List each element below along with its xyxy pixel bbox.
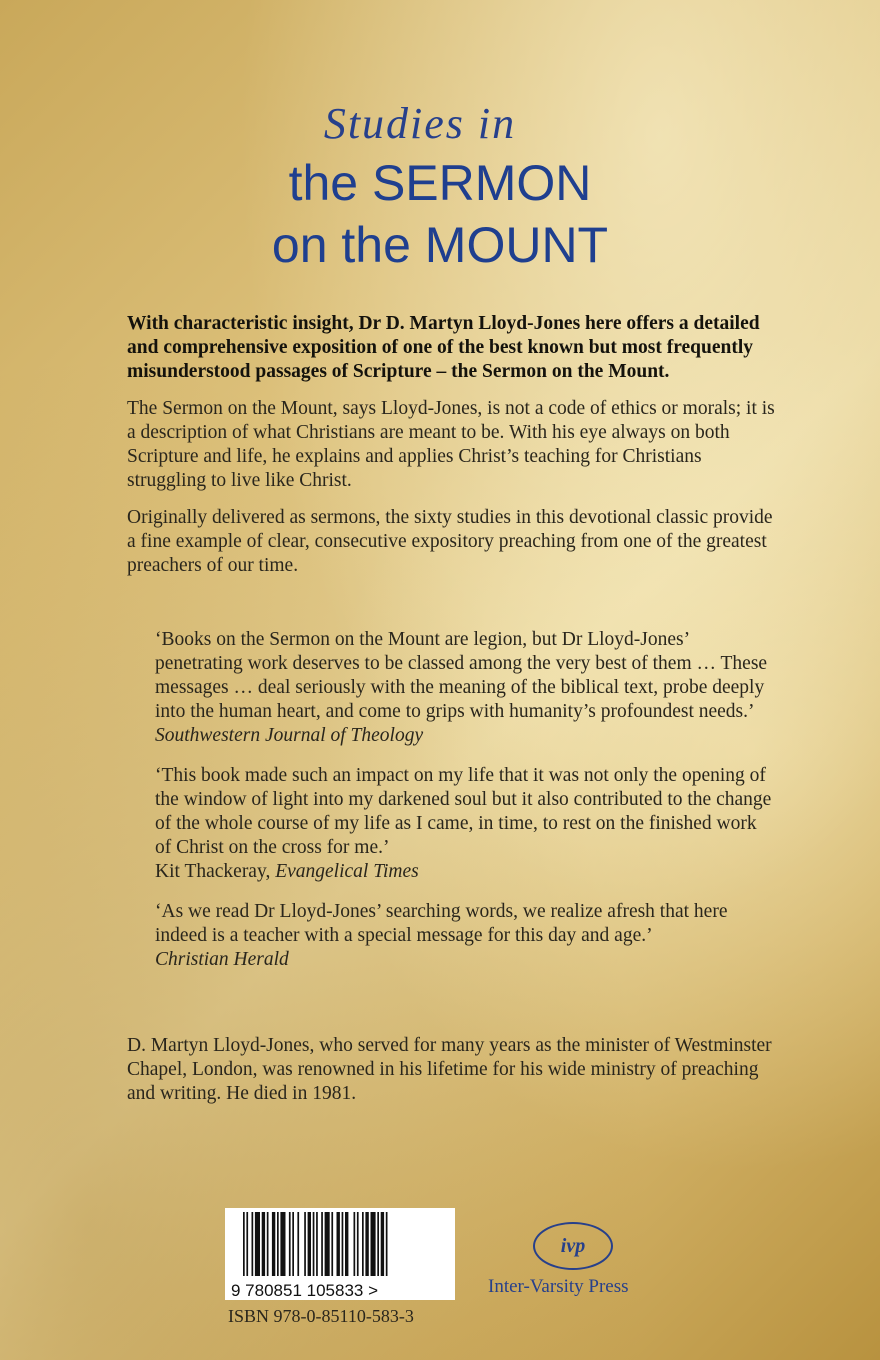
barcode-bar — [365, 1212, 368, 1276]
barcode-bar — [345, 1212, 348, 1276]
barcode-bar — [280, 1212, 285, 1276]
quote-source: Southwestern Journal of Theology — [155, 725, 424, 746]
title-line-studies: Studies in — [323, 99, 517, 148]
barcode-bar — [381, 1212, 384, 1276]
barcode-bar — [342, 1212, 344, 1276]
quote-text: ‘Books on the Sermon on the Mount are legion, but Dr Lloyd-Jones’ penetrating work deserves to be classed among the very best of them … These messages … deal seriously with the meaning of the biblical text, probe deeply into the human heart, and come to grips with humanity’s profoundest needs.’ — [155, 629, 768, 722]
barcode-bar — [304, 1212, 306, 1276]
review-quote — [155, 900, 775, 972]
barcode-bar — [262, 1212, 265, 1276]
quote-source: Christian Herald — [155, 949, 289, 970]
barcode-bar — [313, 1212, 315, 1276]
author-bio — [127, 1034, 775, 1106]
barcode-bar — [337, 1212, 340, 1276]
barcode-bar — [267, 1212, 269, 1276]
barcode-bar — [277, 1212, 279, 1276]
review-quotes — [155, 628, 775, 988]
barcode-bar — [255, 1212, 260, 1276]
isbn: ISBN 978-0-85110-583-3 — [228, 1306, 414, 1326]
review-quote — [155, 764, 775, 884]
barcode-bar — [308, 1212, 311, 1276]
barcode-bar — [357, 1212, 359, 1276]
quote-text: ‘This book made such an impact on my life that it was not only the opening of the window of light into my darkened soul but it also contributed to the change of the whole course of my life as I came, in time, to rest on the finished work of Christ on the cross for me.’ — [155, 765, 772, 858]
description-paragraph-3: Originally delivered as sermons, the sixty studies in this devotional classic provide a fine example of clear, consecutive expository preaching from one of the greatest preachers of our time. — [127, 507, 773, 576]
barcode-bar — [243, 1212, 245, 1276]
description-paragraph-2: The Sermon on the Mount, says Lloyd-Jones, is not a code of ethics or morals; it is a description of what Christians are meant to be. With his eye always on both Scripture and life, he explains and applies Christ’s teaching for Christians struggling to live like Christ. — [127, 398, 775, 491]
barcode-bar — [321, 1212, 323, 1276]
quote-source-prefix: Kit Thackeray, — [155, 861, 276, 882]
title-line-mount: on the MOUNT — [271, 217, 609, 273]
barcode-bar — [362, 1212, 364, 1276]
barcode-bar — [371, 1212, 376, 1276]
quote-text: ‘As we read Dr Lloyd-Jones’ searching words, we realize afresh that here indeed is a teacher with a special message for this day and age.’ — [155, 901, 728, 946]
barcode-bar — [386, 1212, 388, 1276]
author-bio-text: D. Martyn Lloyd-Jones, who served for many years as the minister of Westminster Chapel, London, was renowned in his lifetime for his wide ministry of preaching and writing. He died in 1981. — [127, 1035, 772, 1104]
barcode-bar — [289, 1212, 291, 1276]
barcode-bar — [316, 1212, 318, 1276]
barcode-bar — [377, 1212, 379, 1276]
publisher-name: Inter-Varsity Press — [488, 1276, 629, 1297]
barcode-bar — [297, 1212, 299, 1276]
lead-paragraph: With characteristic insight, Dr D. Martyn Lloyd-Jones here offers a detailed and comprehensive exposition of one of the best known but most frequently misunderstood passages of Scripture – the Sermon on the Mount. — [127, 313, 760, 382]
description — [127, 312, 775, 591]
title-line-sermon: the SERMON — [288, 155, 592, 211]
barcode-bar — [252, 1212, 254, 1276]
barcode-bar — [331, 1212, 333, 1276]
barcode-bar — [272, 1212, 275, 1276]
review-quote — [155, 628, 775, 748]
barcode — [225, 1208, 455, 1300]
quote-source: Evangelical Times — [275, 861, 419, 882]
barcode-digits: 9 780851 105833 > — [231, 1281, 379, 1300]
publisher-logo-text: ivp — [560, 1234, 586, 1257]
publisher-logo — [533, 1222, 613, 1270]
barcode-bars — [225, 1208, 455, 1300]
quote-attribution — [155, 860, 775, 884]
barcode-bar — [325, 1212, 330, 1276]
barcode-bar — [246, 1212, 248, 1276]
barcode-bar — [292, 1212, 294, 1276]
book-title — [0, 98, 880, 274]
barcode-bar — [354, 1212, 356, 1276]
